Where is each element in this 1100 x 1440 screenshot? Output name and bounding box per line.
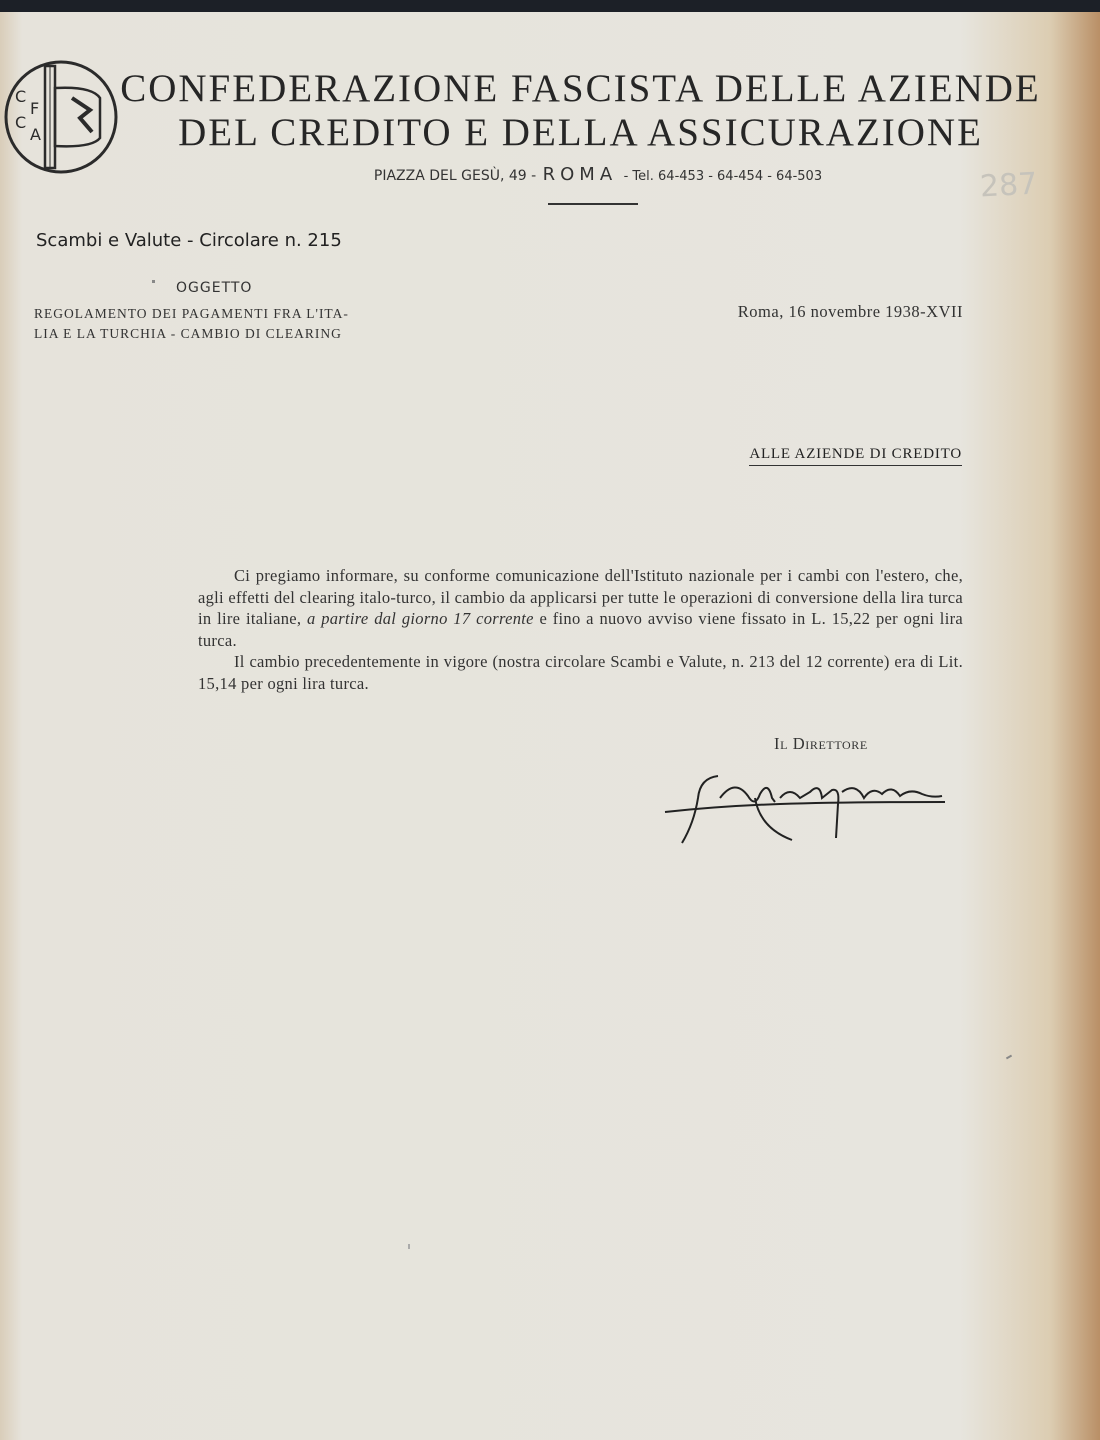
director-signature <box>660 768 950 848</box>
letter-body <box>198 565 963 694</box>
scan-top-edge <box>0 0 1100 12</box>
organization-title-line2: DEL CREDITO E DELLA ASSICURAZIONE <box>178 111 983 154</box>
subject-text <box>34 304 424 344</box>
svg-text:C: C <box>15 113 27 132</box>
recipient-line: ALLE AZIENDE DI CREDITO <box>749 446 962 466</box>
confederation-emblem-icon <box>2 58 120 176</box>
svg-text:A: A <box>30 125 41 144</box>
date-line: Roma, 16 novembre 1938-XVII <box>737 302 963 321</box>
svg-text:C: C <box>15 87 27 106</box>
svg-text:F: F <box>30 99 40 118</box>
signature-role: Il Direttore <box>774 734 868 753</box>
subject-line2: LIA E LA TURCHIA - CAMBIO DI CLEARING <box>34 326 342 341</box>
handwritten-page-number: 287 <box>979 166 1039 205</box>
paper-speck <box>408 1244 410 1249</box>
phone-numbers: - Tel. 64-453 - 64-454 - 64-503 <box>623 169 823 184</box>
subject-label: OGGETTO <box>176 280 253 296</box>
body-paragraph-2: Il cambio precedentemente in vigore (nostra circolare Scambi e Valute, n. 213 del 12 corrente) era di Lit. 15,14 per ogni lira turca. <box>198 652 963 693</box>
paper-speck <box>152 280 155 283</box>
street-address: PIAZZA DEL GESÙ, 49 - <box>373 168 537 184</box>
effective-date-phrase: a partire dal giorno 17 corrente <box>307 609 534 628</box>
document-page <box>0 12 1100 1440</box>
letterhead-rule <box>548 203 638 205</box>
letterhead-address <box>318 164 878 185</box>
organization-title-line1: CONFEDERAZIONE FASCISTA DELLE AZIENDE <box>120 67 1041 110</box>
city-name: ROMA <box>542 164 618 185</box>
circular-reference: Scambi e Valute - Circolare n. 215 <box>36 230 342 251</box>
body-paragraph-1: Ci pregiamo informare, su conforme comunicazione dell'Istituto nazionale per i cambi con l'estero, che, agli effetti del clearing italo-turco, il cambio da applicarsi per tutte le operazioni di conversione della lira turca in lire italiane, a partire dal giorno 17 corrente e fino a nuovo avviso viene fissato in L. 15,22 per ogni lira turca. <box>198 566 963 650</box>
subject-line1: REGOLAMENTO DEI PAGAMENTI FRA L'ITA- <box>34 306 349 321</box>
